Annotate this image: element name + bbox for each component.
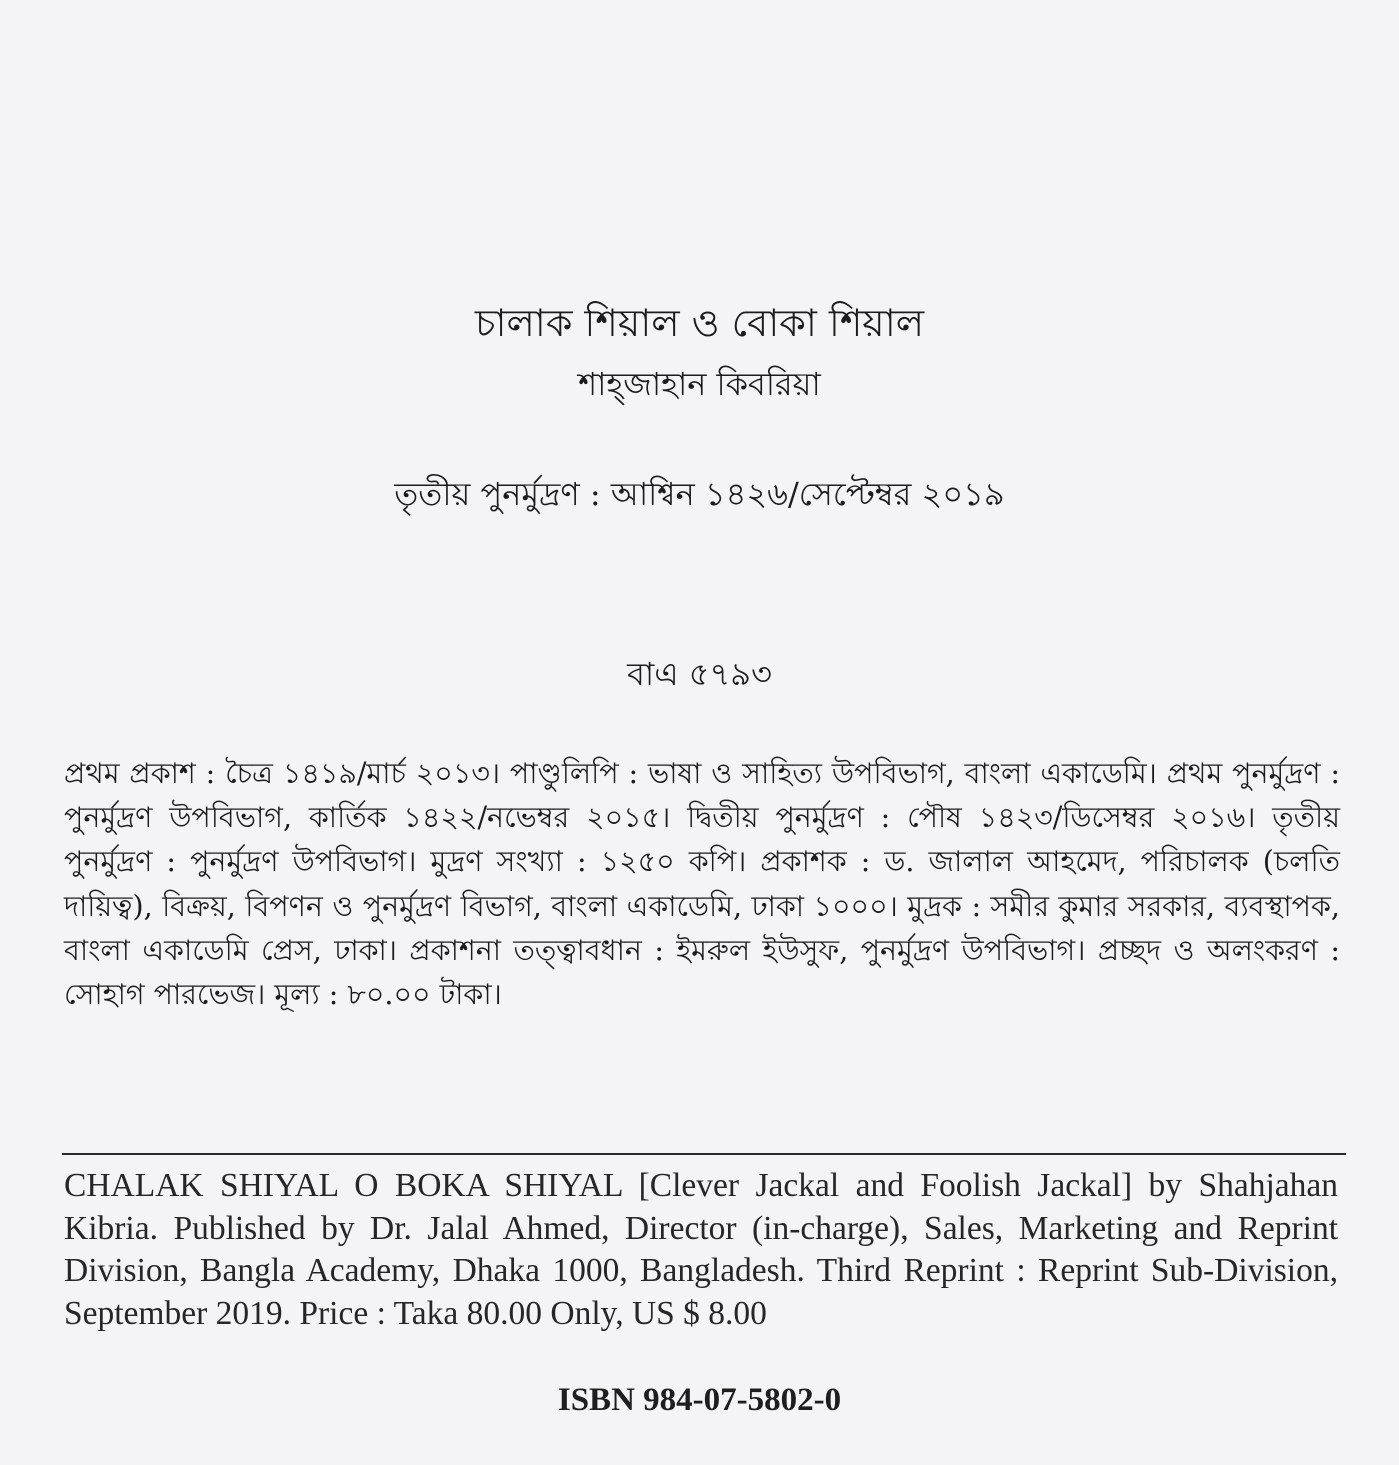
book-title: চালাক শিয়াল ও বোকা শিয়াল <box>474 301 925 345</box>
author-name: শাহ্জাহান কিবরিয়া <box>578 365 821 403</box>
english-imprint-paragraph: CHALAK SHIYAL O BOKA SHIYAL [Clever Jackal and Foolish Jackal] by Shahjahan Kibria. Published by Dr. Jalal Ahmed, Director (in-charge), Sales, Marketing and Reprint Division, Bangla Academy, Dhaka 1000, Bangladesh. Third Reprint : Reprint Sub-Division, September 2019. Price : Taka 80.00 Only, US $ 8.00 <box>64 1167 1338 1332</box>
bengali-imprint-paragraph: প্রথম প্রকাশ : চৈত্র ১৪১৯/মার্চ ২০১৩। পাণ্ডুলিপি : ভাষা ও সাহিত্য উপবিভাগ, বাংলা একাডেমি। প্রথম পুনর্মুদ্রণ : পুনর্মুদ্রণ উপবিভাগ, কার্তিক ১৪২২/নভেম্বর ২০১৫। দ্বিতীয় পুনর্মুদ্রণ : পৌষ ১৪২৩/ডিসেম্বর ২০১৬। তৃতীয় পুনর্মুদ্রণ : পুনর্মুদ্রণ উপবিভাগ। মুদ্রণ সংখ্যা : ১২৫০ কপি। প্রকাশক : ড. জালাল আহমেদ, পরিচালক (চলতি দায়িত্ব), বিক্রয়, বিপণন ও পুনর্মুদ্রণ বিভাগ, বাংলা একাডেমি, ঢাকা ১০০০। মুদ্রক : সমীর কুমার সরকার, ব্যবস্থাপক, বাংলা একাডেমি প্রেস, ঢাকা। প্রকাশনা তত্ত্বাবধান : ইমরুল ইউসুফ, পুনর্মুদ্রণ উপবিভাগ। প্রচ্ছদ ও অলংকরণ : সোহাগ পারভেজ। মূল্য : ৮০.০০ টাকা। <box>64 757 1340 1012</box>
reprint-edition-line: তৃতীয় পুনর্মুদ্রণ : আশ্বিন ১৪২৬/সেপ্টেম্বর ২০১৯ <box>394 475 1005 513</box>
catalog-code: বাএ ৫৭৯৩ <box>627 655 772 693</box>
divider-rule <box>62 1153 1346 1155</box>
isbn-number: ISBN 984-07-5802-0 <box>557 1382 842 1418</box>
